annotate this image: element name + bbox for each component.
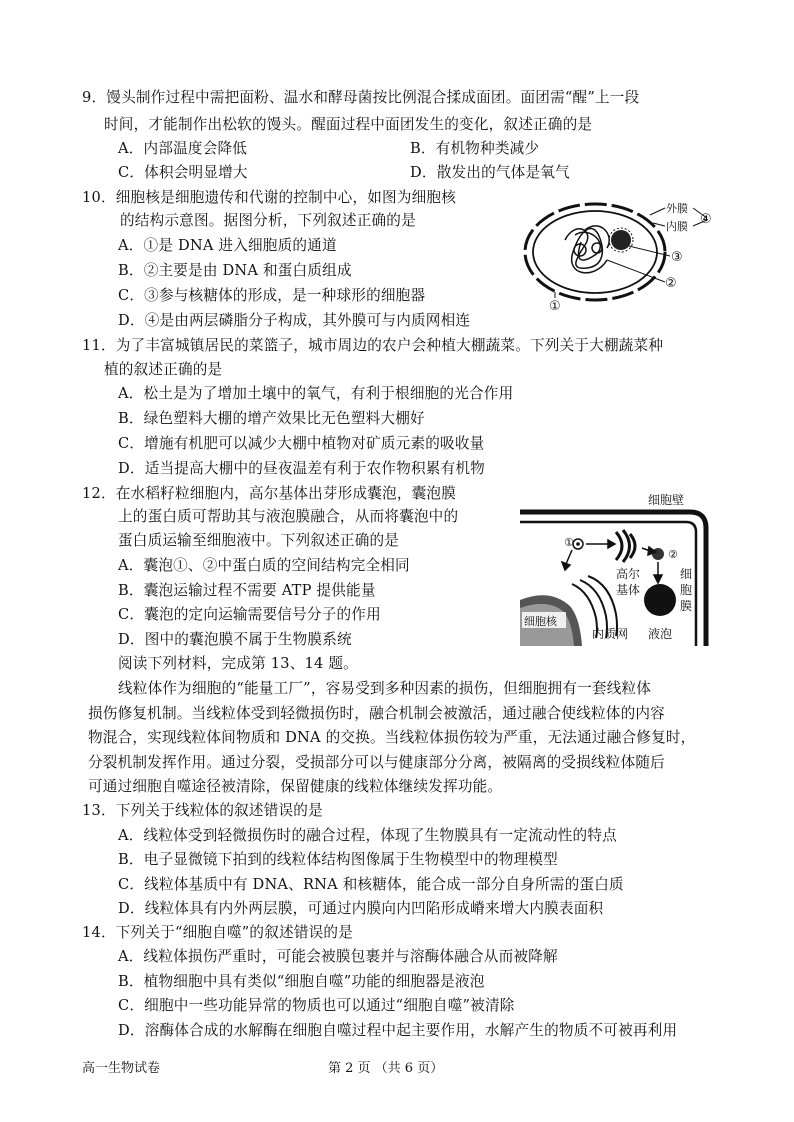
q14-stem: 14．下列关于“细胞自噬”的叙述错误的是 [82,924,353,941]
cell-membrane-label-1: 细 [680,567,693,581]
vesicle-1-marker: ① [564,536,574,549]
q12-option-c: C．囊泡的定向运输需要信号分子的作用 [118,606,381,623]
q14-option-a: A．线粒体损伤严重时，可能会被膜包裹并与溶酶体融合从而被降解 [118,948,558,965]
q11-option-b: B．绿色塑料大棚的增产效果比无色塑料大棚好 [118,410,425,427]
q9-stem-line-2: 时间，才能制作出松软的馒头。醒面过程中面团发生的变化，叙述正确的是 [104,116,593,133]
q10-option-d: D．④是由两层磷脂分子构成，其外膜可与内质网相连 [118,312,471,329]
material-intro: 阅读下列材料，完成第 13、14 题。 [118,655,358,672]
q10-option-a: A．①是 DNA 进入细胞质的通道 [118,237,337,254]
footer-page-number: 第 2 页 （共 6 页） [328,1061,444,1076]
q9-option-d: D．散发出的气体是氧气 [410,164,570,181]
q11-stem-line-1: 11．为了丰富城镇居民的菜篮子，城市周边的农户会种植大棚蔬菜。下列关于大棚蔬菜种 [82,337,664,354]
material-paragraph-line-3: 物混合，实现线粒体间物质和 DNA 的交换。当线粒体损伤较为严重，无法通过融合修复时， [88,729,696,746]
cell-membrane-label-2: 胞 [680,583,693,597]
vesicle-2-marker: ② [668,548,678,561]
nucleus-structure-figure [515,190,715,312]
q9-stem-line-1: 9．馒头制作过程中需把面粉、温水和酵母菌按比例混合揉成面团。面团需“醒”上一段 [82,89,640,106]
vesicle-transport-figure [520,488,720,646]
q10-stem-line-2: 的结构示意图。据图分析，下列叙述正确的是 [120,212,416,229]
outer-membrane-label: 外膜 [666,202,688,215]
q12-option-a: A．囊泡①、②中蛋白质的空间结构完全相同 [118,557,410,574]
q14-option-b: B．植物细胞中具有类似“细胞自噬”功能的细胞器是液泡 [118,973,485,990]
marker-4-label: ④ [700,212,712,227]
material-paragraph-line-1: 线粒体作为细胞的“能量工厂”，容易受到多种因素的损伤，但细胞拥有一套线粒体 [118,680,652,697]
vacuole-label: 液泡 [648,627,673,641]
material-paragraph-line-2: 损伤修复机制。当线粒体受到轻微损伤时，融合机制会被激活，通过融合使线粒体的内容 [88,705,665,722]
material-paragraph-line-4: 分裂机制发挥作用。通过分裂，受损部分可以与健康部分分离，被隔离的受损线粒体随后 [88,754,665,771]
q12-option-d: D．图中的囊泡膜不属于生物膜系统 [118,631,352,648]
q11-stem-line-2: 植的叙述正确的是 [104,361,223,378]
marker-1-label: ① [549,299,561,312]
cell-membrane-label-3: 膜 [680,599,693,613]
q13-option-b: B．电子显微镜下拍到的线粒体结构图像属于生物模型中的物理模型 [118,851,558,868]
q11-option-a: A．松土是为了增加土壤中的氧气，有利于根细胞的光合作用 [118,385,514,402]
q13-option-c: C．线粒体基质中有 DNA、RNA 和核糖体，能合成一部分自身所需的蛋白质 [118,876,624,893]
q10-stem-line-1: 10．细胞核是细胞遗传和代谢的控制中心，如图为细胞核 [82,189,457,206]
q12-stem-line-1: 12．在水稻籽粒细胞内，高尔基体出芽形成囊泡，囊泡膜 [82,485,457,502]
vacuole-shape [644,584,676,616]
golgi-label-line-1: 高尔 [616,567,641,581]
q12-stem-line-3: 蛋白质运输至细胞液中。下列叙述正确的是 [118,532,400,549]
q12-option-b: B．囊泡运输过程不需要 ATP 提供能量 [118,582,376,599]
er-label: 内质网 [592,627,629,641]
q12-stem-line-2: 上的蛋白质可帮助其与液泡膜融合，从而将囊泡中的 [118,508,459,525]
footer-subject: 高一生物试卷 [82,1061,161,1076]
marker-2-label: ② [665,276,677,291]
q13-option-a: A．线粒体受到轻微损伤时的融合过程，体现了生物膜具有一定流动性的特点 [118,827,617,844]
q13-option-d: D．线粒体具有内外两层膜，可通过内膜向内凹陷形成嵴来增大内膜表面积 [118,900,604,917]
material-paragraph-line-5: 可通过细胞自噬途径被清除，保留健康的线粒体继续发挥功能。 [88,778,503,795]
q14-option-c: C．细胞中一些功能异常的物质也可以通过“细胞自噬”被清除 [118,997,515,1014]
q10-option-b: B．②主要是由 DNA 和蛋白质组成 [118,262,352,279]
q9-option-b: B．有机物种类减少 [410,140,540,157]
q11-option-c: C．增施有机肥可以减少大棚中植物对矿质元素的吸收量 [118,435,485,452]
marker-3-label: ③ [671,250,683,265]
q9-option-c: C．体积会明显增大 [118,164,248,181]
golgi-label-line-2: 基体 [616,583,641,597]
q14-option-d: D．溶酶体合成的水解酶在细胞自噬过程中起主要作用，水解产生的物质不可被再利用 [118,1022,678,1039]
q13-stem: 13．下列关于线粒体的叙述错误的是 [82,802,323,819]
cell-wall-label: 细胞壁 [648,493,685,507]
q9-option-a: A．内部温度会降低 [118,140,248,157]
q10-option-c: C．③参与核糖体的形成，是一种球形的细胞器 [118,287,426,304]
q11-option-d: D．适当提高大棚中的昼夜温差有利于农作物积累有机物 [118,460,485,477]
inner-membrane-label: 内膜 [666,220,688,233]
nucleus-label: 细胞核 [524,615,557,628]
